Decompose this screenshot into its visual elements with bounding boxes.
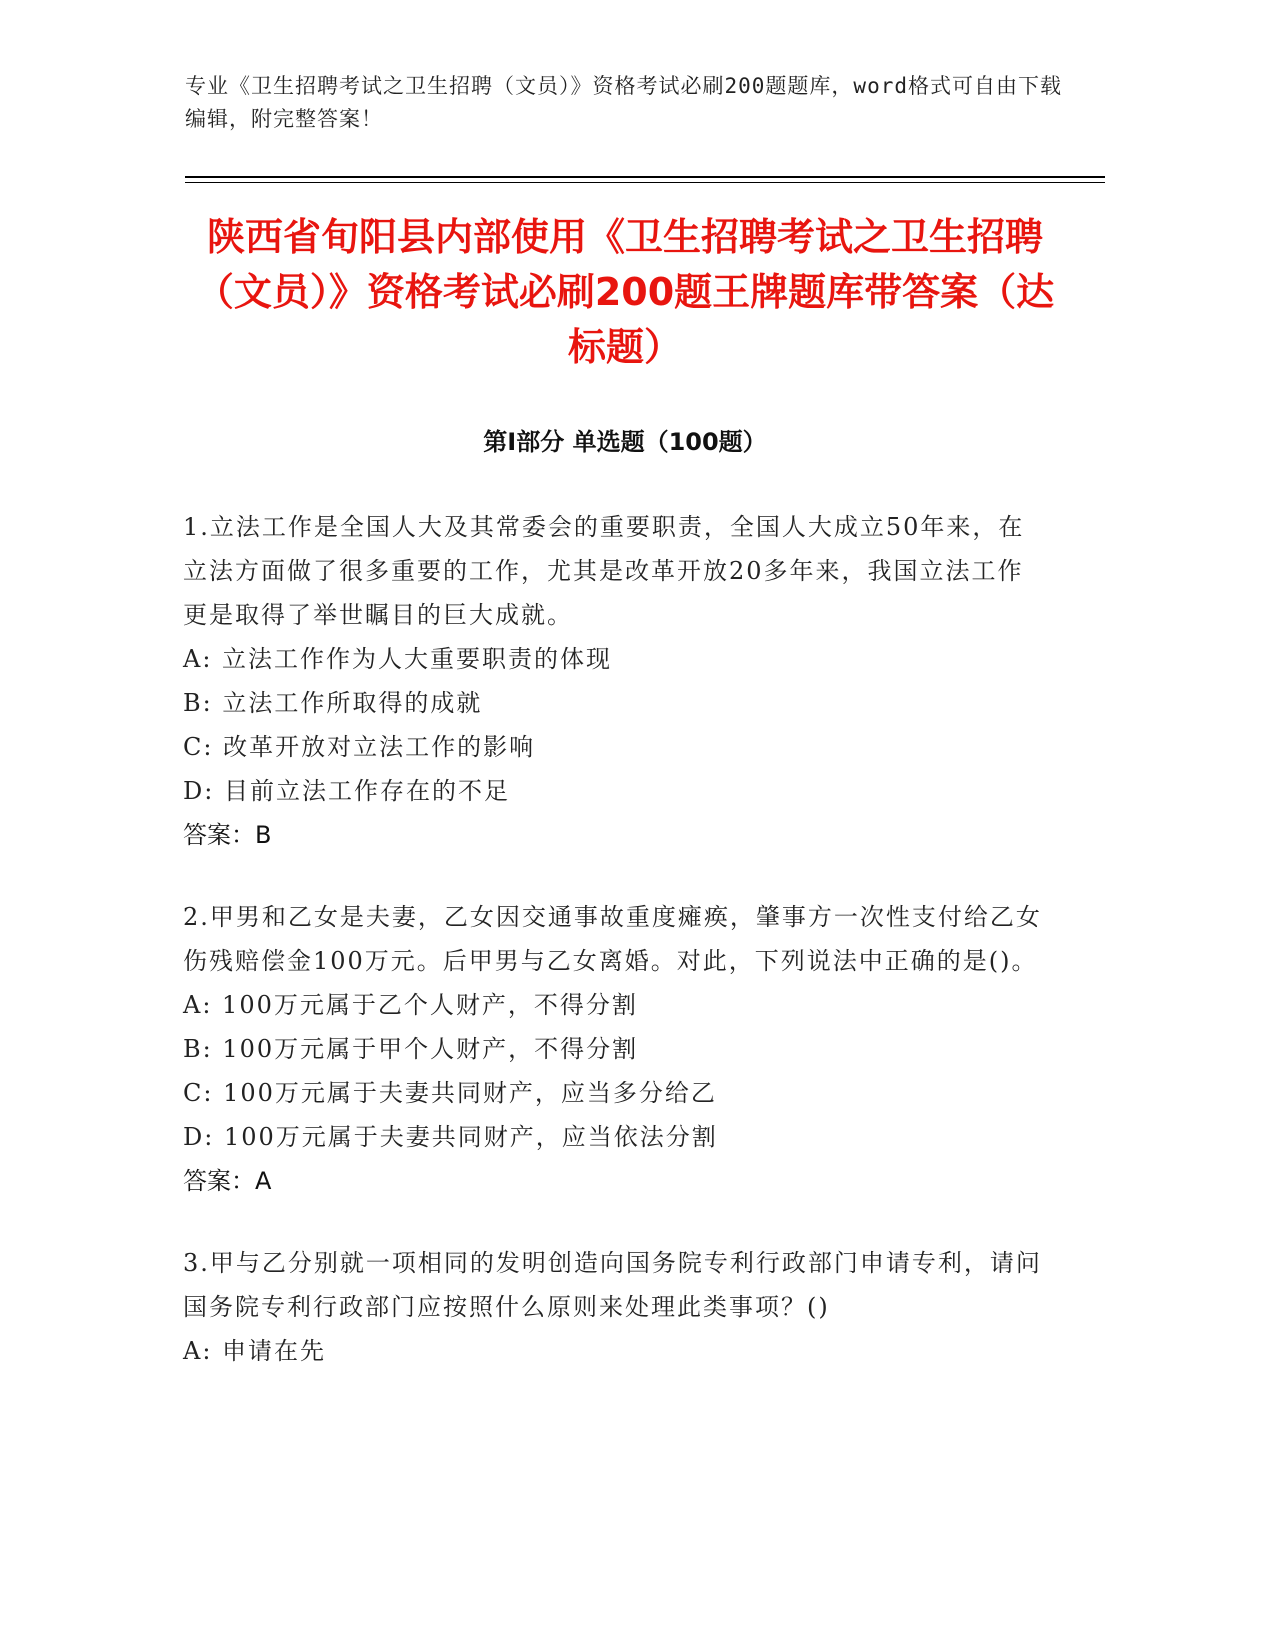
section-heading: 第Ⅰ部分 单选题（100题） xyxy=(483,428,767,456)
question-2 xyxy=(183,895,1043,1203)
question-3 xyxy=(183,1241,1043,1373)
question-stem: 3.甲与乙分别就一项相同的发明创造向国务院专利行政部门申请专利，请问国务院专利行政部门应按照什么原则来处理此类事项？() xyxy=(183,1249,1042,1321)
question-stem: 1.立法工作是全国人大及其常委会的重要职责，全国人大成立50年来，在立法方面做了很多重要的工作，尤其是改革开放20多年来，我国立法工作更是取得了举世瞩目的巨大成就。 xyxy=(183,513,1025,629)
document-title: 陕西省旬阳县内部使用《卫生招聘考试之卫生招聘（文员）》资格考试必刷200题王牌题库带答案（达标题） xyxy=(195,215,1055,369)
option-a: A: 立法工作作为人大重要职责的体现 xyxy=(183,645,613,673)
option-c: C: 改革开放对立法工作的影响 xyxy=(183,733,536,761)
answer: 答案：B xyxy=(183,821,272,849)
option-d: D: 100万元属于夫妻共同财产，应当依法分割 xyxy=(183,1123,718,1151)
answer: 答案：A xyxy=(183,1167,272,1195)
header-divider-thick xyxy=(185,176,1105,178)
option-d: D: 目前立法工作存在的不足 xyxy=(183,777,510,805)
question-stem: 2.甲男和乙女是夫妻，乙女因交通事故重度瘫痪，肇事方一次性支付给乙女伤残赔偿金100万元。后甲男与乙女离婚。对此，下列说法中正确的是()。 xyxy=(183,903,1042,975)
question-1 xyxy=(183,505,1043,857)
option-a: A: 申请在先 xyxy=(183,1337,327,1365)
header-divider-thin xyxy=(185,182,1105,183)
option-c: C: 100万元属于夫妻共同财产，应当多分给乙 xyxy=(183,1079,717,1107)
option-b: B: 立法工作所取得的成就 xyxy=(183,689,483,717)
option-b: B: 100万元属于甲个人财产，不得分割 xyxy=(183,1035,639,1063)
question-list xyxy=(183,505,1043,1411)
header-note: 专业《卫生招聘考试之卫生招聘（文员）》资格考试必刷200题题库，word格式可自由下载编辑，附完整答案！ xyxy=(185,74,1062,131)
option-a: A: 100万元属于乙个人财产，不得分割 xyxy=(183,991,638,1019)
